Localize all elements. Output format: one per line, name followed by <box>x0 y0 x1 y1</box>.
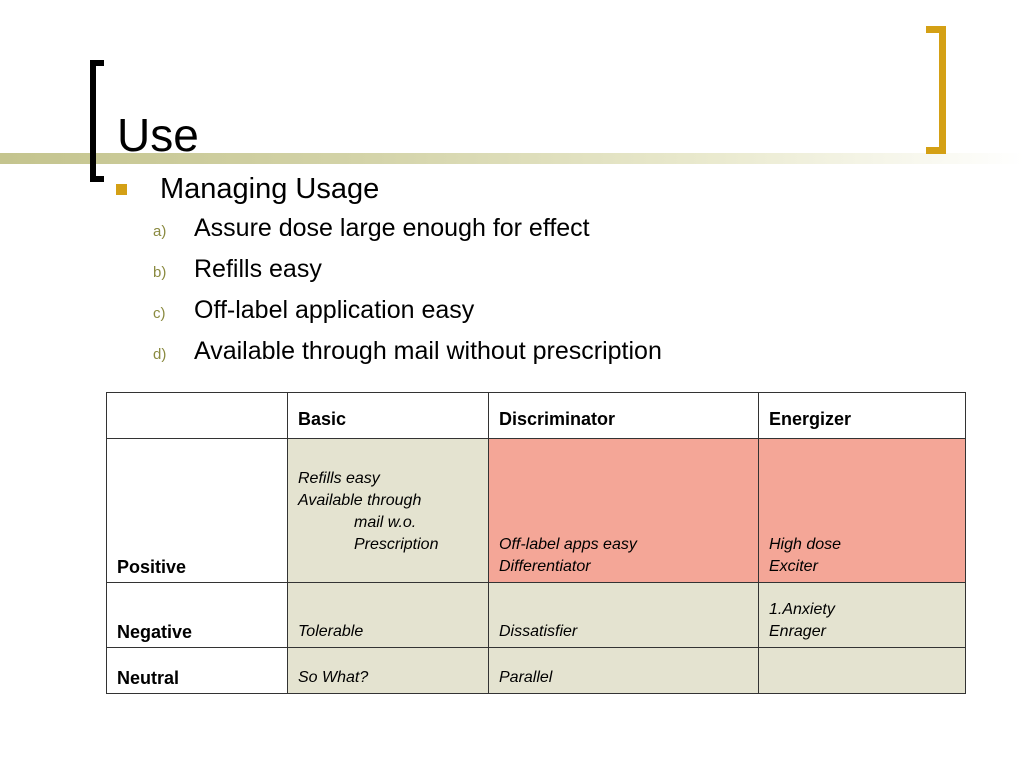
sub-bullet-item <box>153 255 662 296</box>
cell-line: Tolerable <box>298 623 364 640</box>
table-row-positive <box>107 439 966 583</box>
cell-line: Available through <box>298 492 422 509</box>
cell-line: Differentiator <box>499 558 591 575</box>
table-header-row <box>107 393 966 439</box>
table-row-negative <box>107 583 966 648</box>
table-row-neutral <box>107 648 966 694</box>
header-cell-energizer: Energizer <box>759 393 966 439</box>
cell-line: Enrager <box>769 623 826 640</box>
sub-bullet-marker: c) <box>153 305 166 322</box>
square-bullet-icon <box>116 184 127 195</box>
sub-bullet-marker: a) <box>153 223 167 240</box>
cell-line: Prescription <box>354 536 439 553</box>
sub-bullet-text: Assure dose large enough for effect <box>194 214 590 242</box>
cell-positive-basic <box>288 439 489 583</box>
cell-negative-basic <box>288 583 489 648</box>
sub-bullet-marker: d) <box>153 346 167 363</box>
sub-bullet-text: Off-label application easy <box>194 296 475 324</box>
cell-line: High dose <box>769 536 842 553</box>
sub-bullet-item <box>153 337 662 378</box>
cell-line: So What? <box>298 669 369 686</box>
cell-neutral-energizer <box>759 648 966 694</box>
sub-bullet-item <box>153 296 662 337</box>
cell-neutral-basic <box>288 648 489 694</box>
cell-line: Dissatisfier <box>499 623 578 640</box>
row-label: Negative <box>107 583 288 648</box>
header-cell-discriminator: Discriminator <box>489 393 759 439</box>
cell-line: 1.Anxiety <box>769 601 835 618</box>
cell-line: Parallel <box>499 669 553 686</box>
sub-bullet-list <box>153 214 662 378</box>
cell-line: mail w.o. <box>354 514 417 531</box>
sub-bullet-text: Refills easy <box>194 255 322 283</box>
header-cell-empty <box>107 393 288 439</box>
cell-line: Refills easy <box>298 470 380 487</box>
cell-negative-discriminator <box>489 583 759 648</box>
cell-neutral-discriminator <box>489 648 759 694</box>
cell-positive-energizer <box>759 439 966 583</box>
right-bracket-decoration <box>926 26 946 154</box>
slide-title: Use <box>117 109 199 161</box>
row-label: Neutral <box>107 648 288 694</box>
row-label: Positive <box>107 439 288 583</box>
sub-bullet-item <box>153 214 662 255</box>
usage-matrix-table <box>106 392 966 694</box>
cell-negative-energizer <box>759 583 966 648</box>
sub-bullet-marker: b) <box>153 264 167 281</box>
header-cell-basic: Basic <box>288 393 489 439</box>
cell-line: Exciter <box>769 558 818 575</box>
main-bullet <box>116 170 379 208</box>
sub-bullet-text: Available through mail without prescription <box>194 337 662 365</box>
left-bracket-decoration <box>90 60 104 182</box>
cell-positive-discriminator <box>489 439 759 583</box>
main-bullet-text: Managing Usage <box>160 172 380 205</box>
cell-line: Off-label apps easy <box>499 536 637 553</box>
